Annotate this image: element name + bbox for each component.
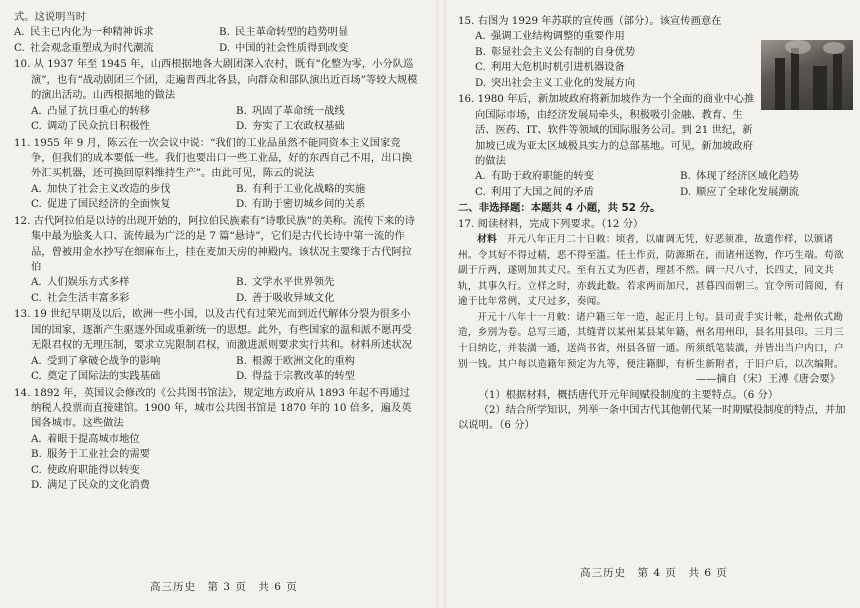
q9-option-a: A. 民主已内化为一种精神诉求	[14, 26, 154, 39]
question-17-stem: 17. 阅读材料，完成下列要求。（12 分）	[458, 217, 644, 230]
q12-option-c: C. 社会生活丰富多彩	[31, 291, 130, 304]
q12-option-a: A. 人们娱乐方式多样	[31, 276, 130, 289]
page-4-footer: 高三历史 第 4 页 共 6 页	[580, 567, 728, 579]
q13-option-d: D. 得益于宗教改革的转型	[236, 370, 355, 383]
q14-option-c: C. 使政府职能得以转变	[31, 463, 140, 476]
q13-option-b: B. 根源于欧洲文化的重构	[236, 354, 355, 367]
question-13	[14, 307, 420, 384]
q9-option-d: D. 中国的社会性质得到改变	[219, 41, 349, 54]
q16-option-d: D. 顺应了全球化发展潮流	[680, 185, 799, 198]
question-16-stem: 16. 1980 年后，新加坡政府将新加坡作为一个全面的商业中心推向国际市场，由经济发展局牵头，积极吸引金融、教育、生活、医药、IT、软件等领域的国际服务公司。到 21 世纪，新加坡已成为亚太区域极具实力的总部基地。可见，新加坡政府的做法	[458, 93, 755, 167]
page-fold	[436, 0, 446, 608]
q9-option-c: C. 社会观念重塑成为时代潮流	[14, 41, 154, 54]
q12-option-b: B. 文学水平世界领先	[236, 276, 335, 289]
q16-option-c: C. 利用了大国之间的矛盾	[475, 185, 594, 198]
material-source: ——摘自（宋）王溥《唐会要》	[695, 373, 840, 386]
question-12-stem: 12. 古代阿拉伯是以诗的出现开始的，阿拉伯民族素有“诗歌民族”的美称。流传下来的诗集中最为脍炙人口、流传最为广泛的是 7 篇“悬诗”，它们是古代长诗中第一流的作品，曾被用金水抄写在细麻布上，挂在麦加天房的神殿内。该状况主要缘于古代阿拉伯	[14, 214, 415, 273]
q14-option-d: D. 满足了民众的文化消费	[31, 479, 150, 492]
question-11	[14, 136, 420, 213]
question-12	[14, 214, 420, 307]
question-14	[14, 386, 420, 494]
q10-option-b: B. 巩固了革命统一战线	[236, 104, 345, 117]
question-11-stem: 11. 1955 年 9 月，陈云在一次会议中说：“我们的工业品虽然不能同资本主义国家竞争，但我们的成本要低一些。我们也要出口一些工业品，好的东西自己不用，出口换外汇买机器，还可换回原料维持生产”。由此可见，陈云的说法	[14, 136, 412, 180]
section-heading-non-choice: 二、非选择题：本题共 4 小题，共 52 分。	[458, 202, 661, 215]
q11-option-a: A. 加快了社会主义改造的步伐	[31, 182, 171, 195]
material-paragraph-2: 开元十八年十一月敕：诸户籍三年一造，起正月上旬。县司责手实计帐，赴州依式勘造，乡别为卷。总写三通，其缝背以某州某县某年籍，州名用州印，县名用县印。三月三十日纳讫，并装潢一通，送尚书省，州县各留一通。所须纸笔装潢，并皆出当户内口，户别一钱。其户每以造籍年预定为九等，便注籍脚，有析生新附者，于旧户后，以次编附。	[458, 311, 844, 370]
q13-option-c: C. 奠定了国际法的实践基础	[31, 370, 161, 383]
q11-option-d: D. 有助于密切城乡间的关系	[236, 198, 366, 211]
q14-option-b: B. 服务于工业社会的需要	[31, 448, 150, 461]
question-17	[458, 217, 848, 434]
question-9-stem-tail: 式。这说明当时	[14, 11, 87, 23]
q14-option-a: A. 着眼于提高城市地位	[31, 432, 140, 445]
q13-option-a: A. 受到了拿破仑战争的影响	[31, 354, 161, 367]
question-17-part-1: （1）根据材料，概括唐代开元年间赋役制度的主要特点。（6 分）	[478, 388, 779, 401]
q15-option-c: C. 利用大危机时机引进机器设备	[475, 61, 625, 74]
question-15-stem: 15. 右图为 1929 年苏联的宣传画（部分）。该宣传画意在	[458, 15, 722, 27]
question-10	[14, 57, 420, 134]
question-14-stem: 14. 1892 年，英国议会修改的《公共图书馆法》，规定地方政府从 1893 年起不再通过纳税人投票而直接建馆。1900 年，城市公共图书馆是 1870 年的 10 倍多，遍及英国各城市。这些做法	[14, 386, 412, 430]
material-paragraph-1: 材料 开元八年正月二十日敕：顷者，以庸调无凭，好恶须准，故遣作样，以颁诸州。令其好不得过精，恶不得至滥。任土作贡，防源斯在，而诸州送物，作巧生端。苟欲副于斤两，遂则加其丈尺。至有五丈为匹者，理甚不然。阔一尺八寸，长四丈，同文共轨，其事久行。立样之时，亦载此数。若求两而加尺，甚暮四而朝三。宜令所司简阅，有逾于比年常例，丈尺过多，奏闻。	[458, 234, 844, 308]
question-10-stem: 10. 从 1937 年至 1945 年，山西根据地各大剧团深入农村，既有“化整为零，小分队巡演”，也有“战动剧团三个团，走遍晋西北各县，向群众和部队演出近百场”等较大规模的演出活动。山西根据地的做法	[14, 58, 418, 102]
q16-option-b: B. 体现了经济区域化趋势	[680, 170, 799, 183]
material-tag: 材料	[477, 234, 497, 246]
q10-option-c: C. 调动了民众抗日积极性	[31, 120, 150, 133]
q9-option-b: B. 民主革命转型的趋势明显	[219, 26, 349, 39]
question-17-part-2: （2）结合所学知识，列举一条中国古代其他朝代某一时期赋役制度的特点，并加以说明。（6 分）	[458, 403, 846, 432]
q15-option-b: B. 彰显社会主义公有制的自身优势	[475, 45, 636, 58]
q11-option-c: C. 促进了国民经济的全面恢复	[31, 198, 171, 211]
q10-option-a: A. 凸显了抗日重心的转移	[31, 104, 150, 117]
page-3-footer: 高三历史 第 3 页 共 6 页	[150, 581, 298, 593]
q16-option-a: A. 有助于政府职能的转变	[475, 170, 594, 183]
soviet-propaganda-poster-image	[761, 40, 853, 110]
q15-option-a: A. 强调工业结构调整的重要作用	[475, 30, 625, 43]
q12-option-d: D. 善于吸收异域文化	[236, 291, 335, 304]
question-13-stem: 13. 19 世纪早期及以后，欧洲一些小国，以及古代有过荣光而到近代解体分裂为很多小国的国家，逐渐产生驱逐外国或重新统一的思想。此外，有些国家的温和派不愿再受无限君权的无理压制，要求立宪限制君权，而激进派则要求实行共和。材料所述状况	[14, 308, 412, 352]
q15-option-d: D. 突出社会主义工业化的发展方向	[475, 76, 636, 89]
question-9-tail	[14, 10, 420, 56]
q10-option-d: D. 夯实了工农政权基础	[236, 120, 345, 133]
q11-option-b: B. 有利于工业化战略的实施	[236, 182, 366, 195]
